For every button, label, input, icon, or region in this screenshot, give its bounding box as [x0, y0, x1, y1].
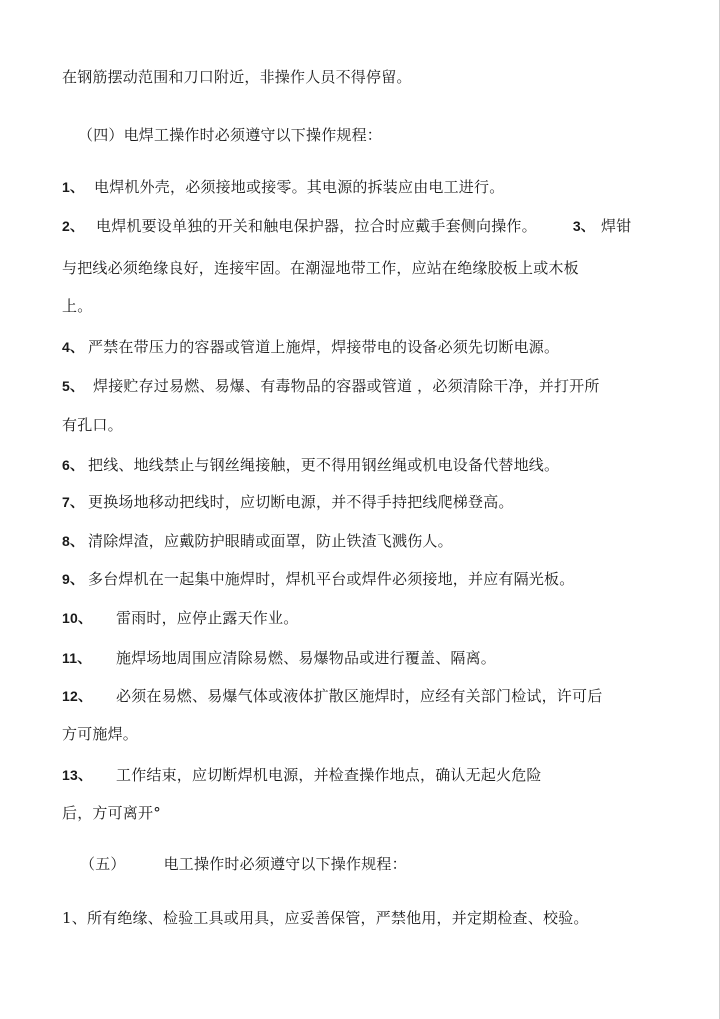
list-item-5	[62, 376, 600, 396]
list-item-11	[62, 648, 496, 668]
paragraph-text: 在钢筋摆动范围和刀口附近，非操作人员不得停留。	[62, 68, 412, 86]
list-item-5-1	[62, 908, 589, 928]
item-text: 焊接贮存过易燃、易爆、有毒物品的容器或管道 ，必须清除干净，并打开所	[93, 377, 600, 395]
item-text: 与把线必须绝缘良好，连接牢固。在潮湿地带工作，应站在绝缘胶板上或木板	[62, 259, 579, 277]
section-heading-text: 电工操作时必须遵守以下操作规程：	[163, 855, 407, 873]
list-item-4	[62, 337, 559, 357]
item-number: 11、	[62, 650, 92, 666]
paragraph-line	[62, 67, 412, 87]
item-number: 9、	[62, 571, 85, 587]
item-text: 严禁在带压力的容器或管道上施焊，焊接带电的设备必须先切断电源。	[88, 338, 560, 356]
list-item-2	[62, 216, 631, 236]
list-item-12	[62, 686, 602, 706]
item-text: 雷雨时，应停止露天作业。	[116, 609, 299, 627]
list-item-7	[62, 492, 514, 512]
section-heading-4	[78, 125, 382, 145]
item-number: 12、	[62, 688, 93, 704]
item-number: 3、	[572, 218, 595, 234]
item-number: 13、	[62, 767, 93, 783]
list-item-3-cont	[62, 296, 92, 316]
item-text: 方可施焊。	[62, 725, 139, 743]
item-number: 5、	[62, 378, 85, 394]
item-number: 4、	[62, 339, 85, 355]
item-text: 把线、地线禁止与钢丝绳接触，更不得用钢丝绳或机电设备代替地线。	[88, 456, 560, 474]
section-heading-5	[80, 854, 407, 874]
item-number: 1、	[62, 179, 85, 195]
item-text: 必须在易燃、易爆气体或液体扩散区施焊时，应经有关部门检试，许可后	[116, 687, 603, 705]
list-item-5-cont	[62, 415, 123, 435]
list-item-9	[62, 569, 574, 589]
item-text: 后，方可离开°	[62, 804, 161, 822]
item-text: 1、所有绝缘、检验工具或用具，应妥善保管，严禁他用，并定期检查、校验。	[62, 909, 589, 927]
list-item-13	[62, 765, 542, 785]
item-text: 电焊机要设单独的开关和触电保护器，拉合时应戴手套侧向操作。	[96, 217, 537, 235]
item-number: 7、	[62, 494, 85, 510]
section-heading-label: （五）	[80, 855, 126, 873]
item-number: 2、	[62, 218, 85, 234]
item-text: 上。	[62, 297, 93, 315]
item-text: 工作结束，应切断焊机电源，并检查操作地点，确认无起火危险	[116, 766, 542, 784]
list-item-12-cont	[62, 724, 138, 744]
item-text: 多台焊机在一起集中施焊时，焊机平台或焊件必须接地，并应有隔光板。	[88, 570, 575, 588]
list-item-6	[62, 455, 559, 475]
item-number: 6、	[62, 457, 85, 473]
item-text: 更换场地移动把线时，应切断电源，并不得手持把线爬梯登高。	[88, 493, 514, 511]
item-number: 10、	[62, 610, 93, 626]
item-text: 有孔口。	[62, 416, 123, 434]
item-text: 施焊场地周围应清除易燃、易爆物品或进行覆盖、隔离。	[116, 649, 497, 667]
list-item-8	[62, 531, 453, 551]
list-item-10	[62, 608, 298, 628]
item-text: 电焊机外壳，必须接地或接零。其电源的拆装应由电工进行。	[94, 178, 505, 196]
list-item-3-cont	[62, 258, 579, 278]
list-item-13-cont	[62, 803, 161, 823]
list-item-1	[62, 177, 504, 197]
item-text: 焊钳	[601, 217, 632, 235]
item-text: 清除焊渣，应戴防护眼睛或面罩，防止铁渣飞溅伤人。	[88, 532, 453, 550]
section-heading-text: （四）电焊工操作时必须遵守以下操作规程：	[78, 126, 383, 144]
item-number: 8、	[62, 533, 85, 549]
